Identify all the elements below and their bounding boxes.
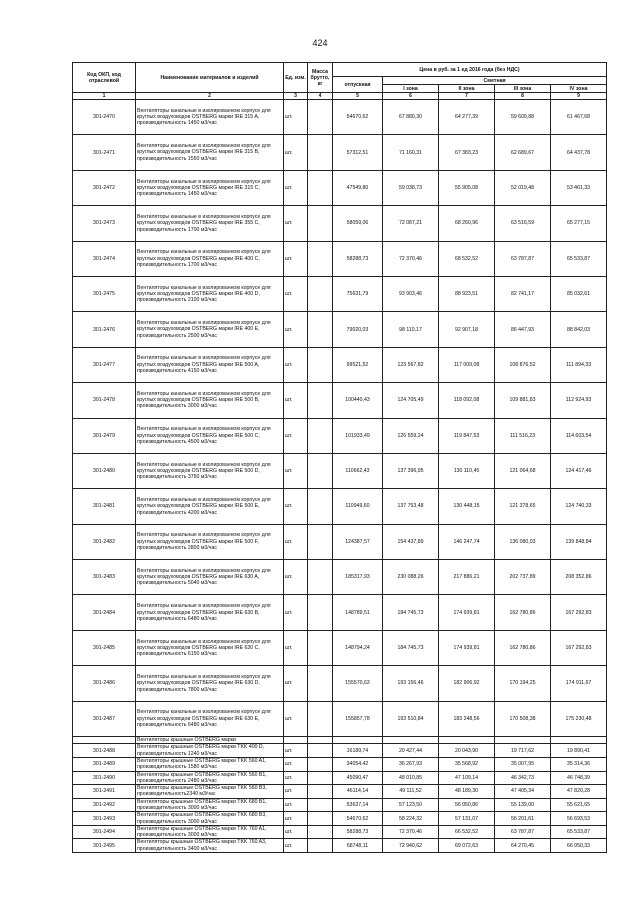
row-price-zone-1: 137 396,95 [383, 453, 439, 488]
row-name: Вентиляторы канальные в изолированном корпусе для круглых воздуховодов OSTBERG марки IRE 630 A, производительность 5040 м3/час [136, 560, 284, 595]
row-price-zone-2: 174 939,81 [439, 630, 495, 665]
table-row [73, 812, 607, 826]
row-price-zone-4: 55 621,65 [551, 798, 607, 812]
row-price-zone-2: 47 109,14 [439, 771, 495, 785]
row-price-zone-2: 117 009,08 [439, 347, 495, 382]
row-price-zone-2: 35 568,92 [439, 757, 495, 771]
row-price-zone-3: 108 876,52 [495, 347, 551, 382]
row-unit: шт. [284, 701, 308, 736]
row-mass [308, 135, 333, 170]
row-price-zone-4: 114 603,54 [551, 418, 607, 453]
row-code: 301-2486 [73, 666, 136, 701]
row-unit: шт. [284, 785, 308, 799]
row-name: Вентиляторы крышные OSTBERG марки TKK 560 A1, производительность 1580 м3/час [136, 757, 284, 771]
row-price-zone-3: 63 516,59 [495, 206, 551, 241]
col-number: 2 [136, 93, 284, 100]
row-price-zone-1: 72 370,46 [383, 241, 439, 276]
row-price-otpusknaya: 79020,03 [333, 312, 383, 347]
row-name: Вентиляторы канальные в изолированном корпусе для круглых воздуховодов OSTBERG марки IRE 315 A, производительность 1450 м3/час [136, 100, 284, 135]
header-price-title: Цена в руб. за 1 ед 2016 года (без НДС) [333, 63, 607, 77]
row-mass [308, 453, 333, 488]
row-price-otpusknaya: 16189,74 [333, 744, 383, 758]
row-price-otpusknaya: 155857,78 [333, 701, 383, 736]
table-row [73, 560, 607, 595]
row-name: Вентиляторы крышные OSTBERG марки [136, 737, 284, 744]
row-price-zone-3: 162 780,86 [495, 595, 551, 630]
row-price-otpusknaya: 34054,42 [333, 757, 383, 771]
row-price-zone-3: 121 064,68 [495, 453, 551, 488]
row-code: 301-2480 [73, 453, 136, 488]
row-code: 301-2481 [73, 489, 136, 524]
row-price-otpusknaya: 58288,73 [333, 241, 383, 276]
price-table [72, 62, 607, 853]
row-unit: шт. [284, 595, 308, 630]
row-price-zone-2: 88 923,51 [439, 276, 495, 311]
header-otpusknaya: отпускная [333, 77, 383, 93]
row-price-zone-2: 119 847,53 [439, 418, 495, 453]
row-mass [308, 560, 333, 595]
row-price-zone-1: 72 940,62 [383, 839, 439, 853]
row-price-zone-1: 36 267,93 [383, 757, 439, 771]
row-price-zone-4: 64 437,78 [551, 135, 607, 170]
row-price-otpusknaya: 185317,93 [333, 560, 383, 595]
row-unit: шт. [284, 312, 308, 347]
row-price-zone-2: 66 532,52 [439, 825, 495, 839]
table-row [73, 383, 607, 418]
row-price-zone-4: 66 050,33 [551, 839, 607, 853]
header-name: Наименование материалов и изделий [136, 63, 284, 93]
row-price-zone-4: 65 533,87 [551, 825, 607, 839]
row-price-zone-1: 98 110,17 [383, 312, 439, 347]
row-price-zone-4: 111 894,33 [551, 347, 607, 382]
row-price-zone-2: 217 886,21 [439, 560, 495, 595]
row-name: Вентиляторы канальные в изолированном корпусе для круглых воздуховодов OSTBERG марки IRE 630 D, производительность 7800 м3/час [136, 666, 284, 701]
row-price-zone-3: 35 007,95 [495, 757, 551, 771]
row-price-zone-2: 48 189,30 [439, 785, 495, 799]
row-price-zone-3: 63 787,87 [495, 241, 551, 276]
row-name: Вентиляторы канальные в изолированном корпусе для круглых воздуховодов OSTBERG марки IRE 500 A, производительность 4150 м3/час [136, 347, 284, 382]
row-price-zone-2: 67 383,23 [439, 135, 495, 170]
row-code: 301-2483 [73, 560, 136, 595]
row-name: Вентиляторы канальные в изолированном корпусе для круглых воздуховодов OSTBERG марки IRE 500 C, производительность 4500 м3/час [136, 418, 284, 453]
row-name: Вентиляторы канальные в изолированном корпусе для круглых воздуховодов OSTBERG марки IRE 630 C, производительность 6150 м3/час [136, 630, 284, 665]
row-price-zone-2: 182 906,92 [439, 666, 495, 701]
row-price-zone-2: 183 248,56 [439, 701, 495, 736]
row-name: Вентиляторы крышные OSTBERG марки TKK 760 A1, производительность 3000 м3/час [136, 825, 284, 839]
row-name: Вентиляторы канальные в изолированном корпусе для круглых воздуховодов OSTBERG марки IRE 400 C, производительность 1700 м3/час [136, 241, 284, 276]
row-mass [308, 798, 333, 812]
row-name: Вентиляторы канальные в изолированном корпусе для круглых воздуховодов OSTBERG марки IRE 630 B, производительность 6480 м3/час [136, 595, 284, 630]
row-price-zone-4: 167 292,83 [551, 595, 607, 630]
table-row [73, 785, 607, 799]
row-price-otpusknaya: 54670,62 [333, 100, 383, 135]
row-price-zone-1: 48 010,85 [383, 771, 439, 785]
row-price-zone-4: 85 032,61 [551, 276, 607, 311]
row-price-zone-1: 184 745,73 [383, 630, 439, 665]
row-unit: шт. [284, 839, 308, 853]
row-price-otpusknaya: 68748,11 [333, 839, 383, 853]
row-mass [308, 100, 333, 135]
table-row [73, 312, 607, 347]
row-price-otpusknaya: 47549,80 [333, 170, 383, 205]
row-price-zone-1: 57 123,50 [383, 798, 439, 812]
row-price-zone-2: 174 939,81 [439, 595, 495, 630]
row-unit: шт. [284, 453, 308, 488]
row-mass [308, 744, 333, 758]
row-name: Вентиляторы крышные OSTBERG марки TKK 760 A3, производительность 3400 м3/час [136, 839, 284, 853]
row-unit: шт. [284, 276, 308, 311]
row-mass [308, 170, 333, 205]
row-price-zone-1: 72 087,21 [383, 206, 439, 241]
row-mass [308, 666, 333, 701]
row-price-otpusknaya: 58059,06 [333, 206, 383, 241]
row-code: 301-2471 [73, 135, 136, 170]
row-mass [308, 785, 333, 799]
row-price-zone-4: 139 848,84 [551, 524, 607, 559]
row-code: 301-2472 [73, 170, 136, 205]
row-price-otpusknaya: 100440,43 [333, 383, 383, 418]
table-row [73, 825, 607, 839]
col-number: 9 [551, 93, 607, 100]
row-price-zone-4: 124 417,46 [551, 453, 607, 488]
header-mass: Масса брутто, кг [308, 63, 333, 93]
row-price-zone-3: 63 787,87 [495, 825, 551, 839]
row-price-zone-1: 20 427,44 [383, 744, 439, 758]
col-number: 5 [333, 93, 383, 100]
row-code: 301-2475 [73, 276, 136, 311]
row-mass [308, 771, 333, 785]
row-price-otpusknaya: 124387,57 [333, 524, 383, 559]
col-number: 4 [308, 93, 333, 100]
row-name: Вентиляторы крышные OSTBERG марки TKK 680 B3, производительность 3000 м3/час [136, 812, 284, 826]
row-price-zone-1: 193 156,46 [383, 666, 439, 701]
row-unit: шт. [284, 757, 308, 771]
row-price-zone-3: 19 717,62 [495, 744, 551, 758]
row-name: Вентиляторы канальные в изолированном корпусе для круглых воздуховодов OSTBERG марки IRE 630 E, производительность 6480 м3/час [136, 701, 284, 736]
row-price-zone-3: 170 508,38 [495, 701, 551, 736]
row-price-zone-1: 58 224,32 [383, 812, 439, 826]
row-mass [308, 276, 333, 311]
row-mass [308, 383, 333, 418]
row-code: 301-2476 [73, 312, 136, 347]
table-row [73, 276, 607, 311]
row-code: 301-2484 [73, 595, 136, 630]
row-unit: шт. [284, 100, 308, 135]
row-mass [308, 595, 333, 630]
table-row [73, 524, 607, 559]
row-price-zone-1: 71 160,31 [383, 135, 439, 170]
row-price-zone-4: 174 911,67 [551, 666, 607, 701]
row-price-zone-3: 202 737,89 [495, 560, 551, 595]
table-row [73, 744, 607, 758]
row-code: 301-2482 [73, 524, 136, 559]
row-mass [308, 312, 333, 347]
table-row [73, 418, 607, 453]
row-unit: шт. [284, 771, 308, 785]
column-numbers-row [73, 93, 607, 100]
row-price-zone-2: 68 260,96 [439, 206, 495, 241]
row-price-zone-3: 109 881,83 [495, 383, 551, 418]
header-unit: Ед. изм. [284, 63, 308, 93]
header-zone-3: III зона [495, 85, 551, 93]
row-price-zone-2: 55 905,08 [439, 170, 495, 205]
row-name: Вентиляторы крышные OSTBERG марки TKK 560 B3, производительность2340 м3/час [136, 785, 284, 799]
row-price-otpusknaya: 148794,24 [333, 630, 383, 665]
row-price-zone-2: 56 050,86 [439, 798, 495, 812]
row-mass [308, 757, 333, 771]
row-price-zone-3: 162 780,86 [495, 630, 551, 665]
header-smetnaya: Сметная [383, 77, 607, 85]
row-price-zone-2: 64 277,39 [439, 100, 495, 135]
row-unit [284, 737, 308, 744]
page-number: 424 [312, 38, 328, 48]
table-row [73, 757, 607, 771]
row-price-zone-1: 123 567,82 [383, 347, 439, 382]
row-unit: шт. [284, 383, 308, 418]
row-unit: шт. [284, 489, 308, 524]
row-price-zone-3: 52 019,48 [495, 170, 551, 205]
row-price-otpusknaya: 110662,43 [333, 453, 383, 488]
row-name: Вентиляторы канальные в изолированном корпусе для круглых воздуховодов OSTBERG марки IRE 400 D, производительность 2100 м3/час [136, 276, 284, 311]
row-price-zone-2: 57 131,07 [439, 812, 495, 826]
table-row [73, 839, 607, 853]
row-code [73, 737, 136, 744]
row-mass [308, 737, 333, 744]
row-mass [308, 839, 333, 853]
row-mass [308, 524, 333, 559]
row-price-zone-3: 170 194,25 [495, 666, 551, 701]
row-price-zone-3: 56 201,61 [495, 812, 551, 826]
row-price-zone-1: 137 753,48 [383, 489, 439, 524]
header-zone-1: I зона [383, 85, 439, 93]
row-price-zone-3: 62 689,67 [495, 135, 551, 170]
row-mass [308, 630, 333, 665]
row-unit: шт. [284, 241, 308, 276]
row-price-otpusknaya: 155570,63 [333, 666, 383, 701]
row-unit: шт. [284, 524, 308, 559]
row-price-zone-3: 121 378,65 [495, 489, 551, 524]
row-price-zone-4: 53 461,33 [551, 170, 607, 205]
row-price-zone-4: 56 693,53 [551, 812, 607, 826]
row-price-zone-3: 111 516,23 [495, 418, 551, 453]
row-name: Вентиляторы канальные в изолированном корпусе для круглых воздуховодов OSTBERG марки IRE 500 B, производительность 3000 м3/час [136, 383, 284, 418]
row-price-zone-1: 184 745,73 [383, 595, 439, 630]
row-unit: шт. [284, 170, 308, 205]
row-price-zone-2: 68 532,52 [439, 241, 495, 276]
row-code: 301-2493 [73, 812, 136, 826]
row-price-zone-1: 59 038,73 [383, 170, 439, 205]
row-name: Вентиляторы канальные в изолированном корпусе для круглых воздуховодов OSTBERG марки IRE 355 C, производительность 1700 м3/час [136, 206, 284, 241]
row-price-zone-2: 130 448,15 [439, 489, 495, 524]
row-mass [308, 241, 333, 276]
row-unit: шт. [284, 418, 308, 453]
header-zone-2: II зона [439, 85, 495, 93]
row-price-zone-4: 65 277,15 [551, 206, 607, 241]
col-number: 6 [383, 93, 439, 100]
row-price-zone-4: 175 230,48 [551, 701, 607, 736]
row-name: Вентиляторы канальные в изолированном корпусе для круглых воздуховодов OSTBERG марки IRE 400 E, производительность 2500 м3/час [136, 312, 284, 347]
col-number: 1 [73, 93, 136, 100]
table-row [73, 701, 607, 736]
table-row [73, 630, 607, 665]
row-unit: шт. [284, 744, 308, 758]
row-price-zone-2: 92 907,18 [439, 312, 495, 347]
row-price-zone-3: 46 342,73 [495, 771, 551, 785]
row-price-zone-2: 118 092,08 [439, 383, 495, 418]
row-price-otpusknaya: 58288,73 [333, 825, 383, 839]
row-price-otpusknaya: 110949,60 [333, 489, 383, 524]
row-price-otpusknaya: 57312,51 [333, 135, 383, 170]
row-unit: шт. [284, 812, 308, 826]
row-price-zone-4: 88 842,03 [551, 312, 607, 347]
row-price-zone-3: 64 270,45 [495, 839, 551, 853]
row-price-zone-3: 59 609,88 [495, 100, 551, 135]
row-unit: шт. [284, 798, 308, 812]
row-name: Вентиляторы крышные OSTBERG марки TKK 680 B1, производительность 3000 м3/час [136, 798, 284, 812]
table-row [73, 241, 607, 276]
row-code: 301-2494 [73, 825, 136, 839]
row-code: 301-2478 [73, 383, 136, 418]
row-name: Вентиляторы канальные в изолированном корпусе для круглых воздуховодов OSTBERG марки IRE 500 F, производительность 2800 м3/час [136, 524, 284, 559]
row-price-zone-1 [383, 737, 439, 744]
row-price-zone-1: 126 559,24 [383, 418, 439, 453]
row-code: 301-2491 [73, 785, 136, 799]
col-number: 8 [495, 93, 551, 100]
row-price-zone-2: 130 110,45 [439, 453, 495, 488]
row-price-zone-3 [495, 737, 551, 744]
row-price-otpusknaya: 54670,62 [333, 812, 383, 826]
table-row [73, 347, 607, 382]
row-price-zone-4: 61 467,68 [551, 100, 607, 135]
row-price-zone-4: 35 314,36 [551, 757, 607, 771]
table-row [73, 100, 607, 135]
row-code: 301-2485 [73, 630, 136, 665]
row-price-otpusknaya [333, 737, 383, 744]
table-body [73, 100, 607, 853]
row-price-zone-1: 67 880,30 [383, 100, 439, 135]
row-code: 301-2490 [73, 771, 136, 785]
row-name: Вентиляторы канальные в изолированном корпусе для круглых воздуховодов OSTBERG марки IRE 500 D, производительность 3750 м3/час [136, 453, 284, 488]
row-price-otpusknaya: 101933,49 [333, 418, 383, 453]
row-price-zone-4: 124 740,33 [551, 489, 607, 524]
row-code: 301-2488 [73, 744, 136, 758]
row-unit: шт. [284, 825, 308, 839]
row-price-zone-3: 47 405,34 [495, 785, 551, 799]
row-price-zone-4: 112 924,93 [551, 383, 607, 418]
table-row [73, 798, 607, 812]
row-price-otpusknaya: 75631,79 [333, 276, 383, 311]
row-mass [308, 812, 333, 826]
col-number: 3 [284, 93, 308, 100]
row-mass [308, 418, 333, 453]
row-code: 301-2473 [73, 206, 136, 241]
row-price-zone-2 [439, 737, 495, 744]
row-price-otpusknaya: 148789,51 [333, 595, 383, 630]
row-name: Вентиляторы канальные в изолированном корпусе для круглых воздуховодов OSTBERG марки IRE 500 E, производительность 4200 м3/час [136, 489, 284, 524]
row-code: 301-2470 [73, 100, 136, 135]
row-unit: шт. [284, 560, 308, 595]
row-mass [308, 825, 333, 839]
header-code: Код ОКП, код отраслевой [73, 63, 136, 93]
row-price-zone-1: 93 903,46 [383, 276, 439, 311]
row-price-zone-3: 86 447,93 [495, 312, 551, 347]
table-row [73, 135, 607, 170]
row-unit: шт. [284, 347, 308, 382]
row-name: Вентиляторы канальные в изолированном корпусе для круглых воздуховодов OSTBERG марки IRE 315 B, производительность 1550 м3/час [136, 135, 284, 170]
row-mass [308, 347, 333, 382]
row-price-zone-4: 19 890,41 [551, 744, 607, 758]
header-zone-4: IV зона [551, 85, 607, 93]
table-row [73, 206, 607, 241]
row-price-zone-2: 146 247,74 [439, 524, 495, 559]
row-price-otpusknaya: 46114,14 [333, 785, 383, 799]
row-price-otpusknaya: 53637,14 [333, 798, 383, 812]
row-price-zone-3: 55 139,00 [495, 798, 551, 812]
table-row [73, 737, 607, 744]
row-price-zone-4: 47 820,28 [551, 785, 607, 799]
row-price-zone-1: 49 111,52 [383, 785, 439, 799]
row-code: 301-2495 [73, 839, 136, 853]
row-name: Вентиляторы канальные в изолированном корпусе для круглых воздуховодов OSTBERG марки IRE 315 C, производительность 1450 м3/час [136, 170, 284, 205]
row-unit: шт. [284, 666, 308, 701]
row-price-zone-4: 65 533,87 [551, 241, 607, 276]
row-mass [308, 701, 333, 736]
row-name: Вентиляторы крышные OSTBERG марки TKK 560 B1, производительность 2480 м3/час [136, 771, 284, 785]
row-price-zone-1: 124 705,49 [383, 383, 439, 418]
row-price-zone-1: 154 437,89 [383, 524, 439, 559]
row-price-otpusknaya: 45090,47 [333, 771, 383, 785]
table-row [73, 771, 607, 785]
row-mass [308, 206, 333, 241]
row-price-zone-2: 69 072,63 [439, 839, 495, 853]
table-row [73, 595, 607, 630]
row-code: 301-2492 [73, 798, 136, 812]
table-row [73, 453, 607, 488]
row-price-zone-2: 20 043,90 [439, 744, 495, 758]
row-code: 301-2489 [73, 757, 136, 771]
row-code: 301-2487 [73, 701, 136, 736]
row-unit: шт. [284, 206, 308, 241]
table-row [73, 170, 607, 205]
row-price-zone-4 [551, 737, 607, 744]
row-price-zone-4: 167 292,83 [551, 630, 607, 665]
row-code: 301-2479 [73, 418, 136, 453]
row-name: Вентиляторы крышные OSTBERG марки TKK 400 D, производительность 1240 м3/час [136, 744, 284, 758]
row-code: 301-2474 [73, 241, 136, 276]
row-price-zone-1: 230 088,26 [383, 560, 439, 595]
table-row [73, 666, 607, 701]
row-code: 301-2477 [73, 347, 136, 382]
row-price-otpusknaya: 99521,52 [333, 347, 383, 382]
row-price-zone-4: 46 748,39 [551, 771, 607, 785]
row-price-zone-3: 136 080,03 [495, 524, 551, 559]
row-mass [308, 489, 333, 524]
row-unit: шт. [284, 630, 308, 665]
row-unit: шт. [284, 135, 308, 170]
row-price-zone-1: 72 370,46 [383, 825, 439, 839]
row-price-zone-1: 193 510,84 [383, 701, 439, 736]
row-price-zone-3: 82 741,17 [495, 276, 551, 311]
table-row [73, 489, 607, 524]
row-price-zone-4: 208 352,86 [551, 560, 607, 595]
col-number: 7 [439, 93, 495, 100]
